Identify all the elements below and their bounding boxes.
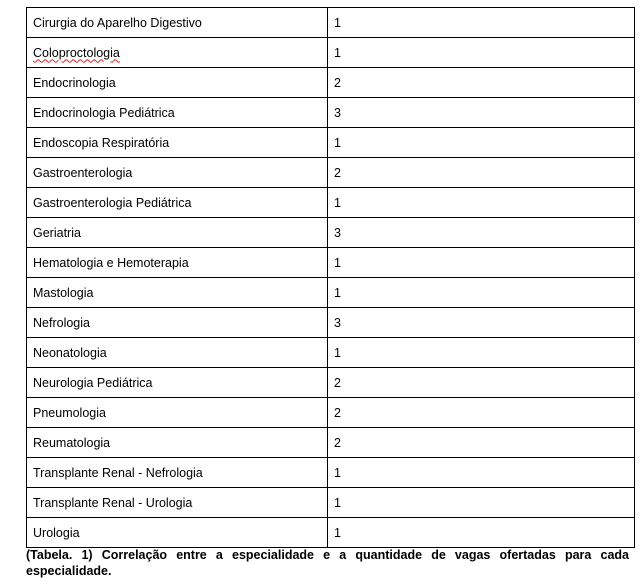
specialty-cell: Transplante Renal - Nefrologia [27,458,328,488]
vacancy-count-cell: 2 [328,368,635,398]
table-row [27,38,635,68]
vacancy-count-cell: 1 [328,518,635,548]
table-row [27,518,635,548]
specialty-cell: Geriatria [27,218,328,248]
table-row [27,8,635,38]
specialty-cell: Transplante Renal - Urologia [27,488,328,518]
specialty-cell: Reumatologia [27,428,328,458]
vacancy-count-cell: 3 [328,308,635,338]
table-row [27,338,635,368]
vacancy-count-cell: 1 [328,338,635,368]
specialty-vacancy-table [26,7,635,548]
specialty-cell: Neonatologia [27,338,328,368]
specialty-cell: Neurologia Pediátrica [27,368,328,398]
table-row [27,188,635,218]
table-row [27,428,635,458]
vacancy-count-cell: 1 [328,8,635,38]
vacancy-count-cell: 3 [328,98,635,128]
table-row [27,488,635,518]
specialty-cell: Urologia [27,518,328,548]
vacancy-count-cell: 2 [328,428,635,458]
specialty-cell: Endoscopia Respiratória [27,128,328,158]
misspelled-word-mark: Coloproctologia [33,45,120,60]
specialty-cell: Gastroenterologia [27,158,328,188]
specialty-cell [27,38,328,68]
vacancy-count-cell: 1 [328,248,635,278]
specialty-cell: Mastologia [27,278,328,308]
vacancy-count-cell: 1 [328,278,635,308]
table-row [27,158,635,188]
specialty-cell: Endocrinologia Pediátrica [27,98,328,128]
table-row [27,458,635,488]
vacancy-count-cell: 2 [328,68,635,98]
vacancy-count-cell: 3 [328,218,635,248]
specialty-cell: Nefrologia [27,308,328,338]
vacancy-count-cell: 2 [328,158,635,188]
specialty-cell: Endocrinologia [27,68,328,98]
specialty-cell: Pneumologia [27,398,328,428]
table-row [27,368,635,398]
table-row [27,278,635,308]
table-row [27,98,635,128]
table-row [27,128,635,158]
vacancy-count-cell: 2 [328,398,635,428]
specialty-cell: Cirurgia do Aparelho Digestivo [27,8,328,38]
vacancy-count-cell: 1 [328,458,635,488]
vacancy-count-cell: 1 [328,38,635,68]
vacancy-count-cell: 1 [328,128,635,158]
table-row [27,218,635,248]
specialty-cell: Gastroenterologia Pediátrica [27,188,328,218]
vacancy-count-cell: 1 [328,488,635,518]
table-row [27,68,635,98]
table-row [27,398,635,428]
table-caption: (Tabela. 1) Correlação entre a especialidade e a quantidade de vagas ofertadas para cada especialidade. [26,548,629,578]
table-row [27,308,635,338]
table-row [27,248,635,278]
specialty-cell: Hematologia e Hemoterapia [27,248,328,278]
vacancy-count-cell: 1 [328,188,635,218]
